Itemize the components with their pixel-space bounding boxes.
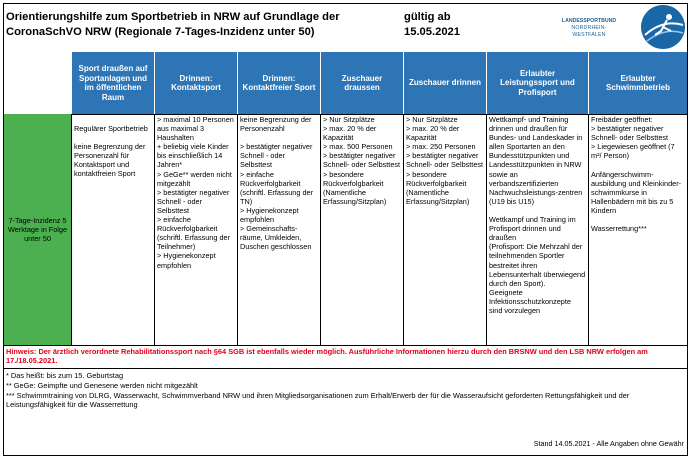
cell-schwimmbetrieb: Freibäder geöffnet: > bestätigter negativer Schnell- oder Selbsttest > Liegewiesen geöffnet (7 m²/ Person) Anfängerschwimm-ausbildung und Kleinkinder-schwimmkurse in Hallenbädern mit bis zu 5 Kindern Wasserrettung*** (588, 114, 687, 345)
logo-line2: NORDRHEIN-WESTFALEN (571, 25, 607, 38)
hint-note: Hinweis: Der ärztlich verordnete Rehabilitationssport nach §64 SGB ist ebenfalls wieder möglich. Ausführliche Informationen hierzu durch den BRSNW und den LSB NRW erfolgen am 17./18.05.2021. (6, 347, 648, 366)
section-divider (4, 368, 687, 369)
header-kontaktfreier-sport: Drinnen: Kontaktfreier Sport (237, 52, 320, 114)
cell-kontaktsport: > maximal 10 Personen aus maximal 3 Haushalten + beliebig viele Kinder bis einschließlich 14 Jahren* > GeGe** werden nicht mitgezählt > bestätigter negativer Schnell - oder Selbsttest > einfache Rückverfolgbarkeit (schriftl. Erfassung der Teilnehmer) > Hygienekonzept empfohlen (154, 114, 237, 345)
cell-sport-draussen: Regulärer Sportbetrieb keine Begrenzung der Personenzahl für Kontaktsport und kontaktfreien Sport (71, 114, 154, 345)
valid-date: 15.05.2021 (404, 26, 460, 38)
cell-leistungssport: Wettkampf- und Training drinnen und draußen für Bundes- und Landeskader in allen Sportarten an den Bundesstützpunkten und Landesstützpunkten in NRW sowie an verbandszertifizierten Nachwuchsleistungs-zentren (U19 bis U15) Wettkampf und Training im Profisport drinnen und draußen (Profisport: Die Mehrzahl der teilnehmenden Sportler bestreitet ihren Lebensunterhalt überwiegend durch den Sport). Geeignete Infektionsschutzkonzepte sind vorzulegen (486, 114, 588, 345)
footnote-3: *** Schwimmtraining von DLRG, Wasserwacht, Schwimmverband NRW und ihren Mitgliedsorganisationen zum Erhalt/Erwerb der für die Wasseraufsicht geforderten Rettungsfähigkeit und der Leistungsfähigkeit für die Wasserrettung (6, 391, 630, 410)
header-schwimmbetrieb: Erlaubter Schwimmbetrieb (588, 52, 687, 114)
lsb-logo (545, 5, 685, 49)
cell-zuschauer-drinnen: > Nur Sitzplätze > max. 20 % der Kapazität > max. 250 Personen > bestätigter negativer Schnell- oder Selbsttest > besondere Rückverfolgbarkeit (Namentliche Erfassung/Sitzplan) (403, 114, 486, 345)
valid-from (404, 10, 460, 40)
footnote-1: * Das heißt: bis zum 15. Geburtstag (6, 371, 124, 380)
logo-emblem-icon (641, 5, 685, 49)
row-label-inzidenz: 7-Tage-Inzidenz 5 Werktage in Folge unter 50 (4, 114, 71, 345)
header-kontaktsport: Drinnen: Kontaktsport (154, 52, 237, 114)
header-leistungssport: Erlaubter Leistungssport und Profisport (486, 52, 588, 114)
stand-date: Stand 14.05.2021 - Alle Angaben ohne Gewähr (533, 439, 684, 448)
valid-label: gültig ab (404, 11, 451, 23)
logo-text (559, 18, 619, 39)
footnote-2: ** GeGe: Geimpfte und Genesene werden nicht mitgezählt (6, 381, 198, 390)
document-title: Orientierungshilfe zum Sportbetrieb in NRW auf Grundlage der CoronaSchVO NRW (Regionale 7-Tages-Inzidenz unter 50) (6, 11, 340, 38)
cell-kontaktfreier-sport: keine Begrenzung der Personenzahl > bestätigter negativer Schnell - oder Selbsttest > einfache Rückverfolgbarkeit (schriftl. Erfassung der TN) > Hygienekonzept empfohlen > Gemeinschafts-räume, Umkleiden, Duschen geschlossen (237, 114, 320, 345)
table-divider (4, 345, 687, 346)
header-zuschauer-draussen: Zuschauer draussen (320, 52, 403, 114)
logo-line1: LANDESSPORTBUND (561, 18, 617, 24)
header-sport-draussen: Sport draußen auf Sportanlagen und im öffentlichen Raum (71, 52, 154, 114)
cell-zuschauer-draussen: > Nur Sitzplätze > max. 20 % der Kapazität > max. 500 Personen > bestätigter negativer Schnell- oder Selbsttest > besondere Rückverfolgbarkeit (Namentliche Erfassung/Sitzplan) (320, 114, 403, 345)
header-zuschauer-drinnen: Zuschauer drinnen (403, 52, 486, 114)
